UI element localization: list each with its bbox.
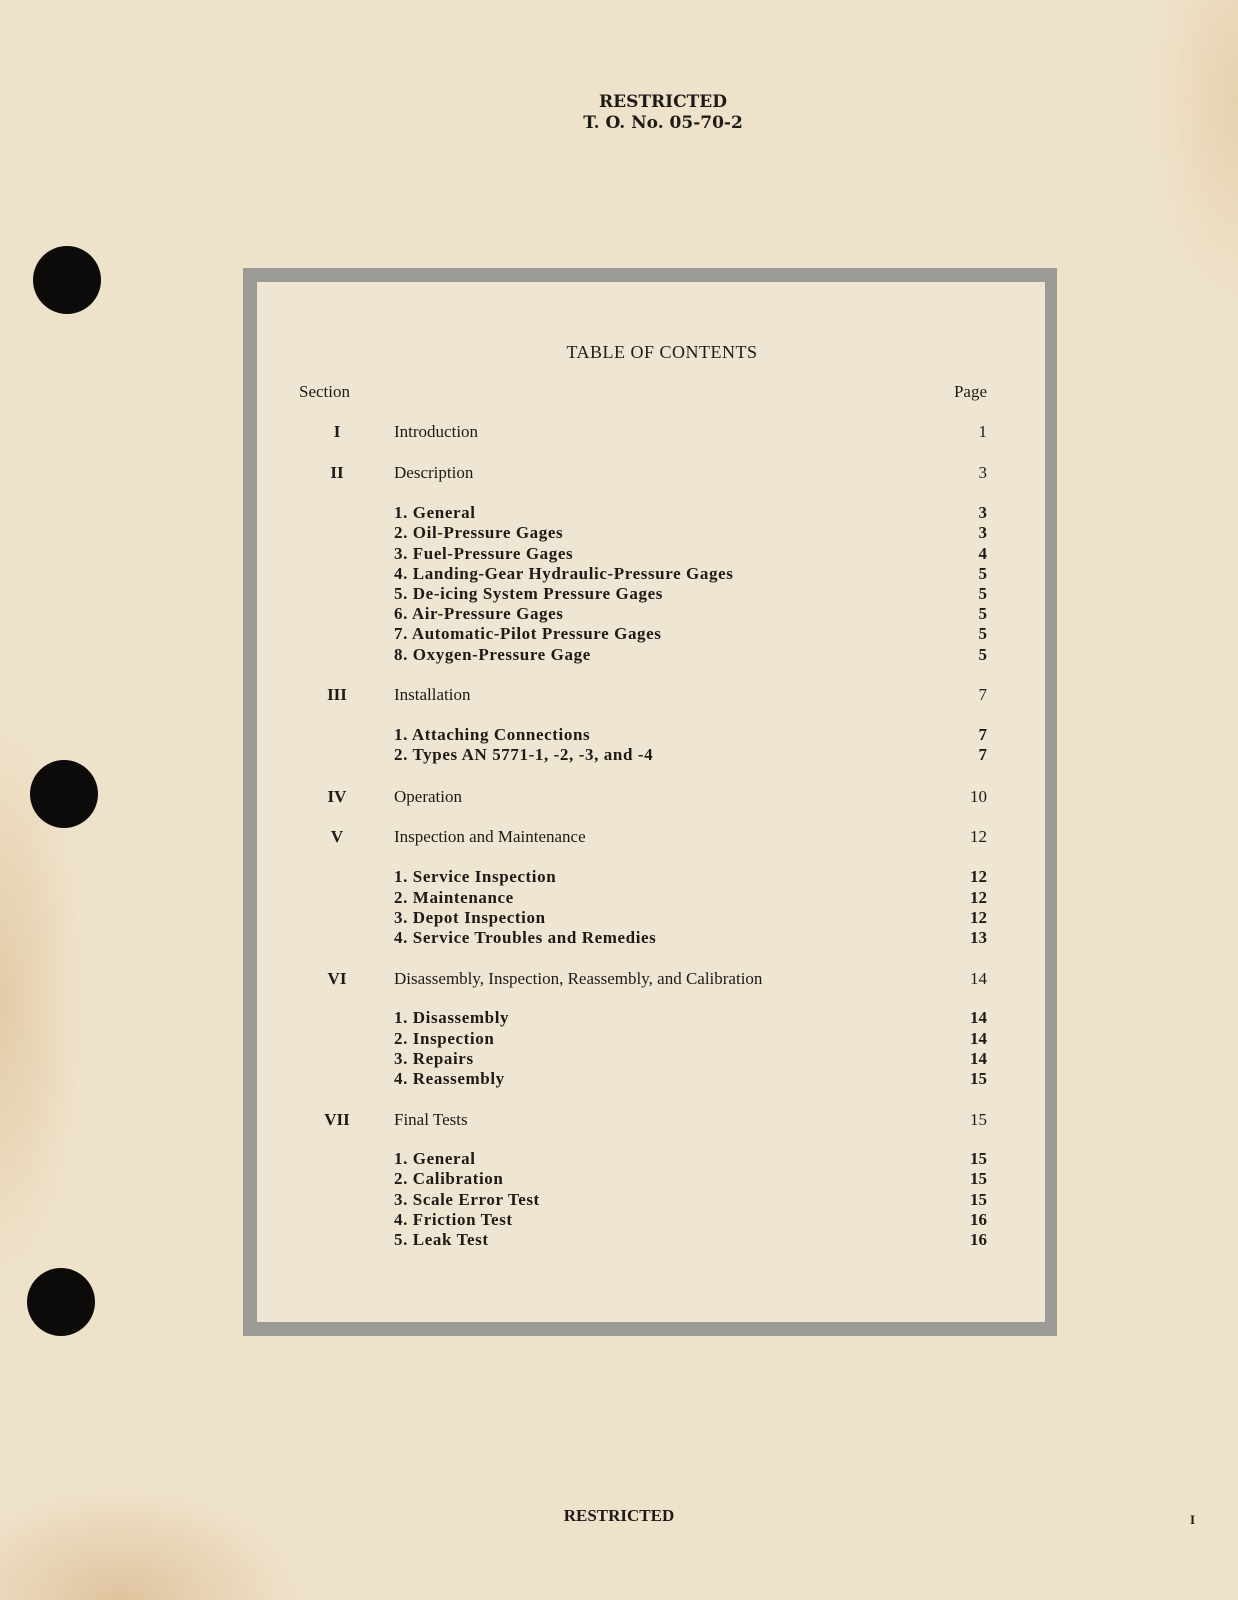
entry-title: 4. Landing-Gear Hydraulic-Pressure Gages xyxy=(394,564,734,583)
entry-title: 1. General xyxy=(394,1149,476,1168)
entry-title: 3. Depot Inspection xyxy=(394,908,546,927)
toc-title: TABLE OF CONTENTS xyxy=(566,342,758,362)
toc-section-entry xyxy=(257,422,1045,442)
footer-classification: RESTRICTED xyxy=(563,1506,675,1525)
toc-subentry xyxy=(257,1008,1045,1028)
entry-page-number: 3 xyxy=(978,523,987,542)
entry-title: Installation xyxy=(394,685,471,704)
entry-title: 1. General xyxy=(394,503,476,522)
entry-title: 2. Calibration xyxy=(394,1169,504,1188)
entry-page-number: 4 xyxy=(978,544,987,563)
entry-title: 3. Scale Error Test xyxy=(394,1190,540,1209)
toc-subentry xyxy=(257,564,1045,584)
entry-page-number: 16 xyxy=(970,1230,987,1249)
entry-title: 6. Air-Pressure Gages xyxy=(394,604,564,623)
entry-page-number: 16 xyxy=(970,1210,987,1229)
entry-title: 1. Disassembly xyxy=(394,1008,510,1027)
entry-page-number: 15 xyxy=(970,1190,987,1209)
toc-subentry xyxy=(257,908,1045,928)
entry-title: 1. Attaching Connections xyxy=(394,725,591,744)
entry-page-number: 12 xyxy=(970,867,987,886)
toc-subentry xyxy=(257,604,1045,624)
toc-subentry xyxy=(257,1029,1045,1049)
entry-page-number: 3 xyxy=(978,503,987,522)
page-number: I xyxy=(1190,1512,1196,1527)
entry-page-number: 14 xyxy=(970,1029,987,1048)
entry-page-number: 15 xyxy=(970,1149,987,1168)
toc-section-entry xyxy=(257,787,1045,807)
section-numeral: VII xyxy=(324,1110,350,1129)
toc-subentry xyxy=(257,745,1045,765)
entry-title: 1. Service Inspection xyxy=(394,867,557,886)
toc-subentry xyxy=(257,1210,1045,1230)
column-header-page: Page xyxy=(953,382,987,401)
entry-title: 5. De-icing System Pressure Gages xyxy=(394,584,663,603)
entry-page-number: 13 xyxy=(970,928,987,947)
toc-subentry xyxy=(257,544,1045,564)
entry-page-number: 14 xyxy=(970,969,987,988)
entry-page-number: 15 xyxy=(970,1110,987,1129)
entry-title: 4. Reassembly xyxy=(394,1069,505,1088)
toc-subentry xyxy=(257,1190,1045,1210)
entry-page-number: 12 xyxy=(970,827,987,846)
entry-page-number: 15 xyxy=(970,1069,987,1088)
column-header-section: Section xyxy=(299,382,350,401)
entry-title: Final Tests xyxy=(394,1110,468,1129)
entry-title: 2. Oil-Pressure Gages xyxy=(394,523,564,542)
binder-hole-bottom xyxy=(27,1268,95,1336)
entry-page-number: 12 xyxy=(970,888,987,907)
entry-title: Disassembly, Inspection, Reassembly, and Calibration xyxy=(394,969,763,988)
toc-subentry xyxy=(257,624,1045,644)
entry-page-number: 7 xyxy=(978,745,987,764)
entry-title: 3. Fuel-Pressure Gages xyxy=(394,544,574,563)
toc-section-entry xyxy=(257,827,1045,847)
section-numeral: I xyxy=(333,422,341,441)
toc-subentry xyxy=(257,888,1045,908)
toc-subentry xyxy=(257,503,1045,523)
toc-subentry xyxy=(257,1169,1045,1189)
binder-hole-middle xyxy=(30,760,98,828)
section-numeral: III xyxy=(327,685,347,704)
entry-page-number: 5 xyxy=(978,624,987,643)
section-numeral: II xyxy=(330,463,344,482)
toc-subentry xyxy=(257,928,1045,948)
entry-page-number: 7 xyxy=(978,685,987,704)
entry-title: 3. Repairs xyxy=(394,1049,474,1068)
entry-page-number: 1 xyxy=(978,422,987,441)
entry-page-number: 5 xyxy=(978,584,987,603)
section-numeral: VI xyxy=(327,969,347,988)
entry-page-number: 12 xyxy=(970,908,987,927)
toc-section-entry xyxy=(257,1110,1045,1130)
entry-title: Operation xyxy=(394,787,462,806)
entry-title: 2. Inspection xyxy=(394,1029,495,1048)
entry-page-number: 10 xyxy=(970,787,987,806)
entry-title: 2. Maintenance xyxy=(394,888,514,907)
entry-title: 2. Types AN 5771-1, -2, -3, and -4 xyxy=(394,745,654,764)
toc-frame xyxy=(243,268,1057,1336)
entry-title: 5. Leak Test xyxy=(394,1230,489,1249)
entry-page-number: 5 xyxy=(978,564,987,583)
entry-title: Introduction xyxy=(394,422,479,441)
toc-subentry xyxy=(257,1230,1045,1250)
section-numeral: IV xyxy=(327,787,347,806)
toc-subentry xyxy=(257,1049,1045,1069)
binder-hole-top xyxy=(33,246,101,314)
entry-title: 4. Friction Test xyxy=(394,1210,513,1229)
entry-page-number: 3 xyxy=(978,463,987,482)
entry-page-number: 5 xyxy=(978,604,987,623)
toc-section-entry xyxy=(257,463,1045,483)
document-number: T. O. No. 05-70-2 xyxy=(583,113,743,133)
toc-subentry xyxy=(257,523,1045,543)
toc-subentry xyxy=(257,1149,1045,1169)
entry-page-number: 14 xyxy=(970,1049,987,1068)
entry-page-number: 7 xyxy=(978,725,987,744)
entry-title: Inspection and Maintenance xyxy=(394,827,586,846)
entry-page-number: 5 xyxy=(978,645,987,664)
entry-page-number: 15 xyxy=(970,1169,987,1188)
toc-subentry xyxy=(257,645,1045,665)
entry-title: 4. Service Troubles and Remedies xyxy=(394,928,657,947)
toc-subentry xyxy=(257,867,1045,887)
toc-subentry xyxy=(257,1069,1045,1089)
entry-title: Description xyxy=(394,463,474,482)
entry-title: 7. Automatic-Pilot Pressure Gages xyxy=(394,624,662,643)
section-numeral: V xyxy=(330,827,344,846)
toc-section-entry xyxy=(257,969,1045,989)
toc-subentry xyxy=(257,725,1045,745)
toc-subentry xyxy=(257,584,1045,604)
entry-page-number: 14 xyxy=(970,1008,987,1027)
header-classification: RESTRICTED xyxy=(599,92,727,112)
toc-section-entry xyxy=(257,685,1045,705)
entry-title: 8. Oxygen-Pressure Gage xyxy=(394,645,591,664)
